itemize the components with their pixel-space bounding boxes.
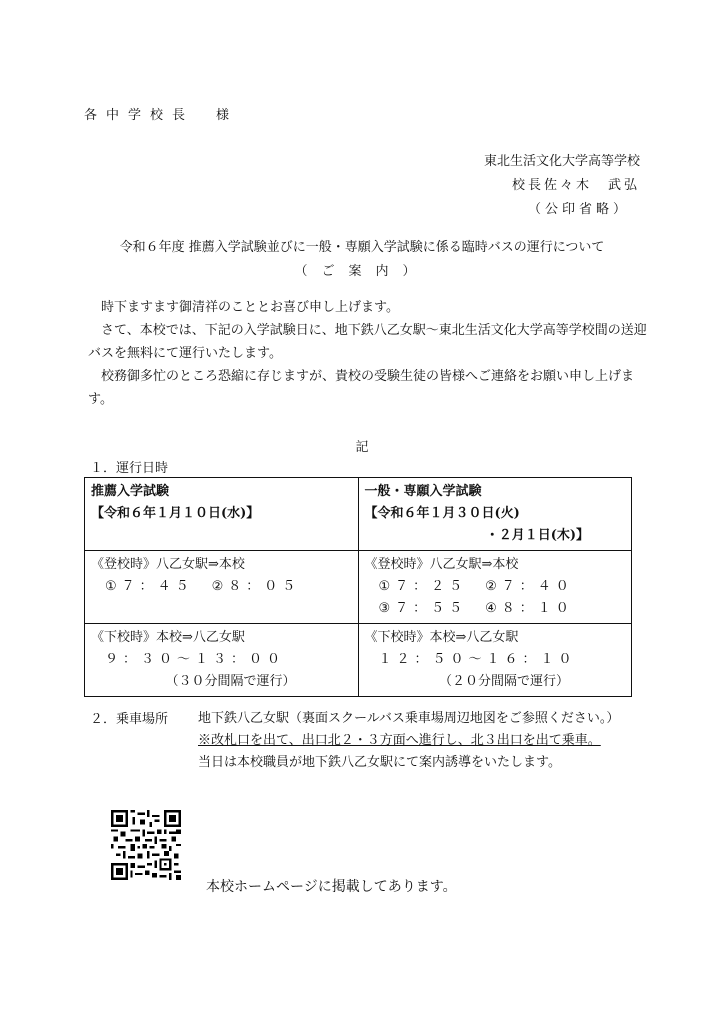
from-school-label: 《下校時》本校⇒八乙女駅 [364,630,519,645]
from-school-times: １２：５０〜１６：１０ [378,652,577,667]
recommend-header-cell [85,478,359,551]
body-paragraph: 時下ますます御清祥のこととお喜び申し上げます。 [101,300,399,315]
sender-seal-note: （公印省略） [527,202,630,217]
to-school-times: ①７：４５ ②８：０５ [105,579,301,594]
recommend-exam-date: 【令和６年１月１０日(水)】 [91,506,260,521]
document-title [0,236,724,284]
to-school-label: 《登校時》八乙女駅⇒本校 [91,557,245,572]
boarding-instructions: ※改札口を出て、出口北２・３方面へ進行し、北３出口を出て乗車。 [198,733,601,748]
interval-note: （３０分間隔で運行） [165,674,296,689]
section1-label: １．運行日時 [90,461,169,476]
title-sub: （ご案内） [294,264,430,279]
to-school-times: ③７：５５ ④８：１０ [378,601,574,616]
sender-school: 東北生活文化大学高等学校 [483,154,640,169]
from-school-label: 《下校時》本校⇒八乙女駅 [91,630,245,645]
sender-block [484,150,640,222]
table-row [85,551,632,624]
sender-principal: 校長佐々木 武弘 [511,178,640,193]
section2-content [198,708,619,774]
to-school-times: ①７：２５ ②７：４０ [378,579,574,594]
schedule-table [84,477,632,697]
table-row [85,478,632,551]
general-from-school-cell [358,624,632,697]
addressee: 各中学校長 様 [84,108,239,123]
section2-label: ２．乗車場所 [90,712,169,727]
to-school-label: 《登校時》八乙女駅⇒本校 [364,557,519,572]
table-row [85,624,632,697]
body-paragraph: さて、本校では、下記の入学試験日に、地下鉄八乙女駅〜東北生活文化大学高等学校間の送迎バスを無料にて運行いたします。 [88,323,647,361]
general-to-school-cell [358,551,632,624]
interval-note: （２０分間隔で運行） [438,674,569,689]
general-exam-date: 【令和６年１月３０日(火) [364,506,520,521]
qr-code-icon[interactable] [111,810,181,880]
recommend-from-school-cell [85,624,359,697]
homepage-note: 本校ホームページに掲載してあります。 [206,879,457,895]
general-header-cell [358,478,632,551]
from-school-times: ９：３０〜１３：００ [105,652,286,667]
title-main: 令和６年度 推薦入学試験並びに一般・専願入学試験に係る臨時バスの運行について [119,240,605,255]
general-exam-date2: ・２月１日(木)】 [485,528,589,543]
recommend-to-school-cell [85,551,359,624]
body-paragraph: 校務御多忙のところ恐縮に存じますが、貴校の受験生徒の皆様へご連絡をお願い申し上げます。 [88,369,635,407]
general-exam-name: 一般・専願入学試験 [364,484,482,499]
ki-heading: 記 [355,440,369,455]
boarding-place: 地下鉄八乙女駅（裏面スクールバス乗車場周辺地図をご参照ください。） [198,711,620,726]
recommend-exam-name: 推薦入学試験 [91,484,170,499]
guidance-note: 当日は本校職員が地下鉄八乙女駅にて案内誘導をいたします。 [198,755,561,770]
body-text [88,296,648,411]
